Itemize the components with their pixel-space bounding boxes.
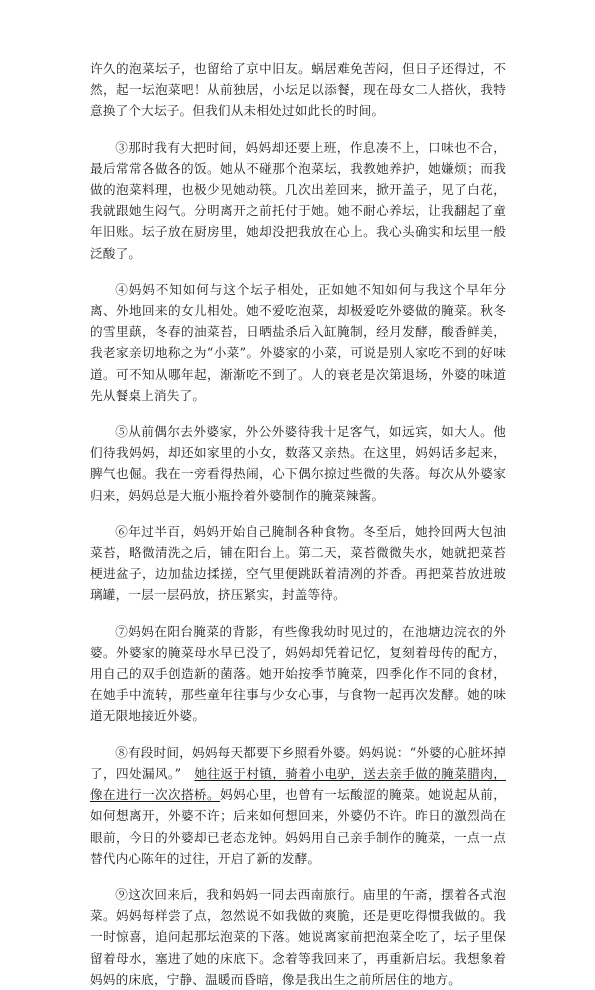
paragraph-text: ⑤从前偶尔去外婆家，外公外婆待我十足客气，如远宾，如大人。他们待我妈妈，却还如家里的小女，数落又亲热。在这里，妈妈话多起来，脾气也倔。我在一旁看得热闹，心下偶尔掠过些微的失落。每次从外婆家归来，妈妈总是大瓶小瓶拎着外婆制作的腌菜辣酱。 (90, 424, 506, 503)
paragraph-text: ⑧有段时间，妈妈每天都要下乡照看外婆。妈妈说：“外婆的心脏坏掉了，四处漏风。” (90, 744, 506, 781)
paragraph-text: 妈妈心里，也曾有一坛酸涩的腌菜。她说起从前，如何想离开，外婆不许；后来如何想回来，外婆仍不许。昨日的激烈尚在眼前，今日的外婆却已老态龙钟。妈妈用自己亲手制作的腌菜，一点一点替代内心陈年的过往，开启了新的发酵。 (90, 787, 507, 866)
paragraph-text: ⑥年过半百，妈妈开始自己腌制各种食物。冬至后，她拎回两大包油菜苔，略微清洗之后，铺在阳台上。第二天，菜苔微微失水，她就把菜苔梗进盆子，边加盐边揉搓，空气里便跳跃着清冽的芥香。再把菜苔放进玻璃罐，一层一层码放，挤压紧实，封盖等待。 (90, 523, 506, 603)
paragraph-text: ⑨这次回来后，我和妈妈一同去西南旅行。庙里的午斋，摆着各式泡菜。妈妈每样尝了点，忽然说不如我做的爽脆，还是更吃得惯我做的。我一时惊喜，追问起那坛泡菜的下落。她说离家前把泡菜全吃了，坛子里保留着母水，塞进了她的床底下。念着等我回来了，再重新启坛。我想象着妈妈的床底，宁静、温暖而昏暗，像是我出生之前所居住的地方。 (90, 886, 506, 987)
paragraph-text: ⑦妈妈在阳台腌菜的背影，有些像我幼时见过的，在池塘边浣衣的外婆。外婆家的腌菜母水早已没了，妈妈却凭着记忆，复刻着母传的配方，用自己的双手创造新的菌落。她开始按季节腌菜，四季化作不同的食材，在她手中流转，那些童年往事与少女心事，与食物一起再次发酵。她的味道无限地接近外婆。 (90, 623, 506, 724)
paragraph-9 (90, 884, 506, 990)
paragraph-5 (90, 421, 506, 506)
paragraph-4 (90, 279, 506, 406)
underlined-sentence: 她往返于村镇，骑着小电驴，送去亲手做的腌菜腊肉，像在进行一次次搭桥。 (90, 765, 506, 803)
paragraph-text: ④妈妈不知如何与这个坛子相处，正如她不知如何与我这个早年分离、外地回来的女儿相处。她不爱吃泡菜，却极爱吃外婆做的腌菜。秋冬的雪里蕻，冬春的油菜苔，日晒盐杀后入缸腌制，经月发酵，酸香鲜美，我老家亲切地称之为“小菜”。外婆家的小菜，可说是别人家吃不到的好味道。可不知从哪年起，渐渐吃不到了。人的衰老是次第退场，外婆的味道先从餐桌上消失了。 (90, 281, 506, 403)
article-body (90, 58, 506, 990)
paragraph-text: ③那时我有大把时间，妈妈却还要上班，作息凑不上，口味也不合，最后常常各做各的饭。她从不碰那个泡菜坛，我教她养护，她嫌烦；而我做的泡菜料理，也极少见她动筷。几次出差回来，掀开盖子，见了白花，我就跟她生闷气。分明离开之前托付于她。她不耐心养坛，让我翻起了童年旧账。坛子放在厨房里，她却没把我放在心上。我心头确实和坛里一般泛酸了。 (90, 139, 506, 261)
paragraph-3 (90, 137, 506, 264)
paragraph-intro (90, 58, 506, 122)
paragraph-8 (90, 742, 506, 869)
paragraph-6 (90, 521, 506, 606)
paragraph-text: 许久的泡菜坛子，也留给了京中旧友。蜗居难免苦闷，但日子还得过，不然，起一坛泡菜吧！从前独居，小坛足以添餐，现在母女二人搭伙，我特意换了个大坛子。但我们从未相处过如此长的时间。 (90, 61, 506, 119)
paragraph-7 (90, 621, 506, 727)
